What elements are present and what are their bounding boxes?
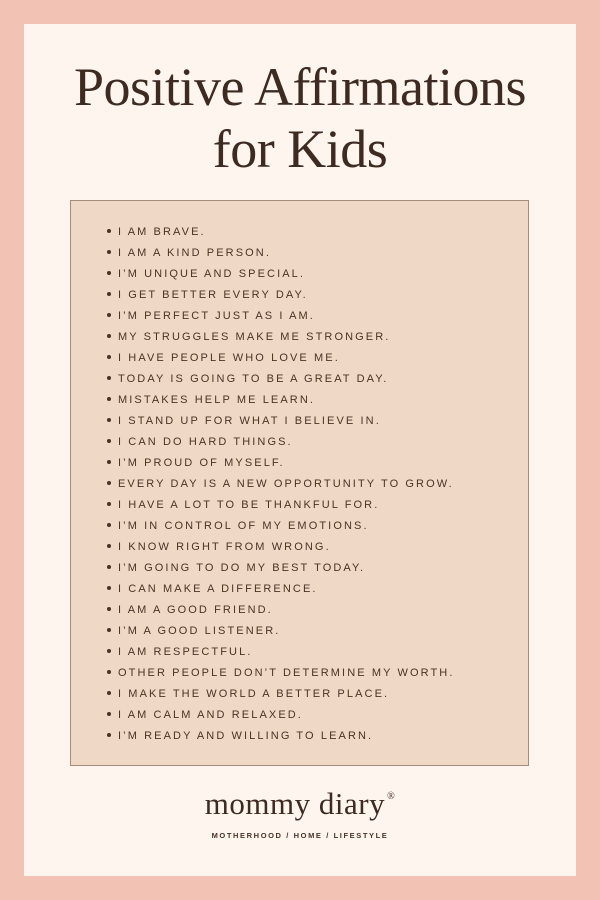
affirmation-item <box>107 390 455 411</box>
affirmation-text: TODAY IS GOING TO BE A GREAT DAY. <box>118 373 389 385</box>
brand-logo <box>0 788 600 819</box>
affirmation-text: I’M IN CONTROL OF MY EMOTIONS. <box>118 520 369 532</box>
bullet-icon <box>107 460 111 464</box>
bullet-icon <box>107 670 111 674</box>
bullet-icon <box>107 397 111 401</box>
affirmation-item <box>107 327 455 348</box>
registered-mark: ® <box>387 791 396 802</box>
bullet-icon <box>107 313 111 317</box>
affirmation-item <box>107 621 455 642</box>
bullet-icon <box>107 355 111 359</box>
affirmation-text: I’M READY AND WILLING TO LEARN. <box>118 730 374 742</box>
affirmation-text: OTHER PEOPLE DON’T DETERMINE MY WORTH. <box>118 667 455 679</box>
affirmation-text: I’M A GOOD LISTENER. <box>118 625 281 637</box>
affirmation-item <box>107 222 455 243</box>
affirmation-text: I AM RESPECTFUL. <box>118 646 253 658</box>
bullet-icon <box>107 544 111 548</box>
affirmation-text: I AM A KIND PERSON. <box>118 247 271 259</box>
affirmation-text: I AM BRAVE. <box>118 226 206 238</box>
affirmation-item <box>107 516 455 537</box>
bullet-icon <box>107 271 111 275</box>
affirmation-text: I HAVE PEOPLE WHO LOVE ME. <box>118 352 340 364</box>
affirmation-item <box>107 495 455 516</box>
affirmation-text: EVERY DAY IS A NEW OPPORTUNITY TO GROW. <box>118 478 454 490</box>
bullet-icon <box>107 733 111 737</box>
affirmation-item <box>107 348 455 369</box>
affirmations-box <box>70 200 529 766</box>
bullet-icon <box>107 439 111 443</box>
affirmation-text: I AM A GOOD FRIEND. <box>118 604 273 616</box>
affirmation-item <box>107 705 455 726</box>
affirmation-item <box>107 684 455 705</box>
bullet-icon <box>107 712 111 716</box>
bullet-icon <box>107 649 111 653</box>
affirmation-text: MISTAKES HELP ME LEARN. <box>118 394 316 406</box>
bullet-icon <box>107 334 111 338</box>
bullet-icon <box>107 418 111 422</box>
affirmation-text: I AM CALM AND RELAXED. <box>118 709 303 721</box>
affirmation-text: I CAN MAKE A DIFFERENCE. <box>118 583 318 595</box>
affirmation-text: I GET BETTER EVERY DAY. <box>118 289 308 301</box>
brand-name: mommy diary <box>204 786 386 821</box>
affirmation-text: I’M GOING TO DO MY BEST TODAY. <box>118 562 366 574</box>
affirmation-text: I MAKE THE WORLD A BETTER PLACE. <box>118 688 390 700</box>
affirmation-item <box>107 474 455 495</box>
affirmation-item <box>107 558 455 579</box>
bullet-icon <box>107 691 111 695</box>
affirmation-item <box>107 642 455 663</box>
affirmation-item <box>107 264 455 285</box>
bullet-icon <box>107 229 111 233</box>
bullet-icon <box>107 523 111 527</box>
bullet-icon <box>107 565 111 569</box>
title-line-1: Positive Affirmations <box>73 57 526 117</box>
bullet-icon <box>107 628 111 632</box>
affirmation-item <box>107 579 455 600</box>
bullet-icon <box>107 607 111 611</box>
affirmation-text: I HAVE A LOT TO BE THANKFUL FOR. <box>118 499 380 511</box>
affirmation-text: I STAND UP FOR WHAT I BELIEVE IN. <box>118 415 381 427</box>
bullet-icon <box>107 376 111 380</box>
affirmation-text: I’M PROUD OF MYSELF. <box>118 457 285 469</box>
affirmations-list <box>107 222 455 747</box>
affirmation-item <box>107 411 455 432</box>
bullet-icon <box>107 502 111 506</box>
affirmation-item <box>107 285 455 306</box>
affirmation-text: I CAN DO HARD THINGS. <box>118 436 293 448</box>
affirmation-item <box>107 432 455 453</box>
affirmation-text: I KNOW RIGHT FROM WRONG. <box>118 541 331 553</box>
affirmation-text: MY STRUGGLES MAKE ME STRONGER. <box>118 331 391 343</box>
affirmation-text: I’M PERFECT JUST AS I AM. <box>118 310 315 322</box>
title-line-2: for Kids <box>212 119 388 179</box>
affirmation-item <box>107 453 455 474</box>
affirmation-item <box>107 537 455 558</box>
affirmation-item <box>107 243 455 264</box>
brand-tagline: MOTHERHOOD / HOME / LIFESTYLE <box>211 831 389 840</box>
bullet-icon <box>107 481 111 485</box>
affirmation-item <box>107 600 455 621</box>
bullet-icon <box>107 586 111 590</box>
bullet-icon <box>107 292 111 296</box>
bullet-icon <box>107 250 111 254</box>
affirmation-text: I’M UNIQUE AND SPECIAL. <box>118 268 306 280</box>
affirmation-item <box>107 369 455 390</box>
affirmation-item <box>107 663 455 684</box>
affirmation-item <box>107 306 455 327</box>
affirmation-item <box>107 726 455 747</box>
